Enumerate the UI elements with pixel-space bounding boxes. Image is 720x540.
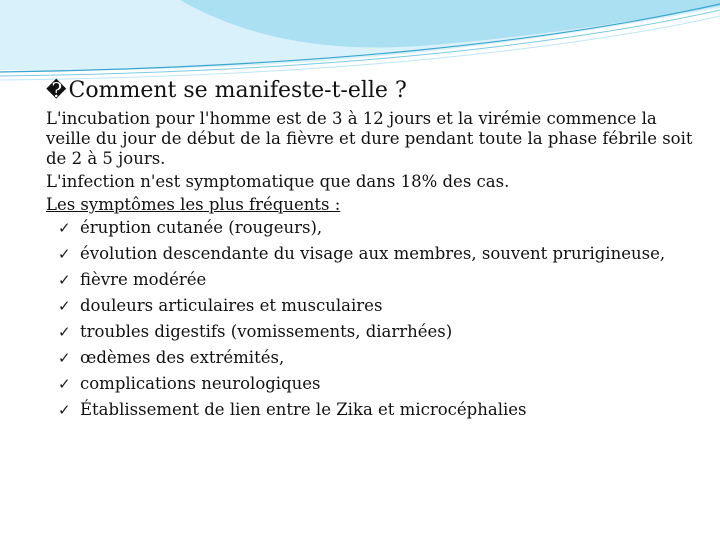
check-icon: ✓: [58, 375, 71, 393]
list-item: [46, 270, 696, 290]
list-item-text: troubles digestifs (vomissements, diarrhées): [80, 322, 453, 341]
list-item: [46, 244, 696, 264]
check-icon: ✓: [58, 245, 71, 263]
list-item: [46, 400, 696, 420]
list-item: [46, 218, 696, 238]
symptoms-heading-text: Les symptômes les plus fréquents :: [46, 195, 341, 214]
check-icon: ✓: [58, 349, 71, 367]
slide-content: [46, 78, 696, 426]
symptomatic-paragraph: L'infection n'est symptomatique que dans 18% des cas.: [46, 172, 510, 191]
header-wave-decoration: [0, 0, 720, 90]
check-icon: ✓: [58, 297, 71, 315]
list-item: [46, 296, 696, 316]
list-item-text: œdèmes des extrémités,: [80, 348, 285, 367]
check-icon: ✓: [58, 401, 71, 419]
symptoms-list: [46, 218, 696, 420]
list-item-text: fièvre modérée: [80, 270, 207, 289]
list-item-text: éruption cutanée (rougeurs),: [80, 218, 323, 237]
list-item: [46, 374, 696, 394]
list-item: [46, 348, 696, 368]
list-item-text: douleurs articulaires et musculaires: [80, 296, 383, 315]
symptoms-heading: [46, 195, 696, 215]
list-item: [46, 322, 696, 342]
slide-title-text: Comment se manifeste-t-elle ?: [68, 78, 407, 103]
slide-title: [46, 78, 696, 103]
check-icon: ✓: [58, 219, 71, 237]
list-item-text: complications neurologiques: [80, 374, 321, 393]
title-bullet-icon: �: [46, 78, 67, 102]
list-item-text: évolution descendante du visage aux membres, souvent prurigineuse,: [80, 244, 666, 263]
incubation-paragraph: L'incubation pour l'homme est de 3 à 12 jours et la virémie commence la veille du jour de début de la fièvre et dure pendant toute la phase fébrile soit de 2 à 5 jours.: [46, 109, 693, 168]
list-item-text: Établissement de lien entre le Zika et microcéphalies: [80, 400, 527, 419]
check-icon: ✓: [58, 271, 71, 289]
check-icon: ✓: [58, 323, 71, 341]
